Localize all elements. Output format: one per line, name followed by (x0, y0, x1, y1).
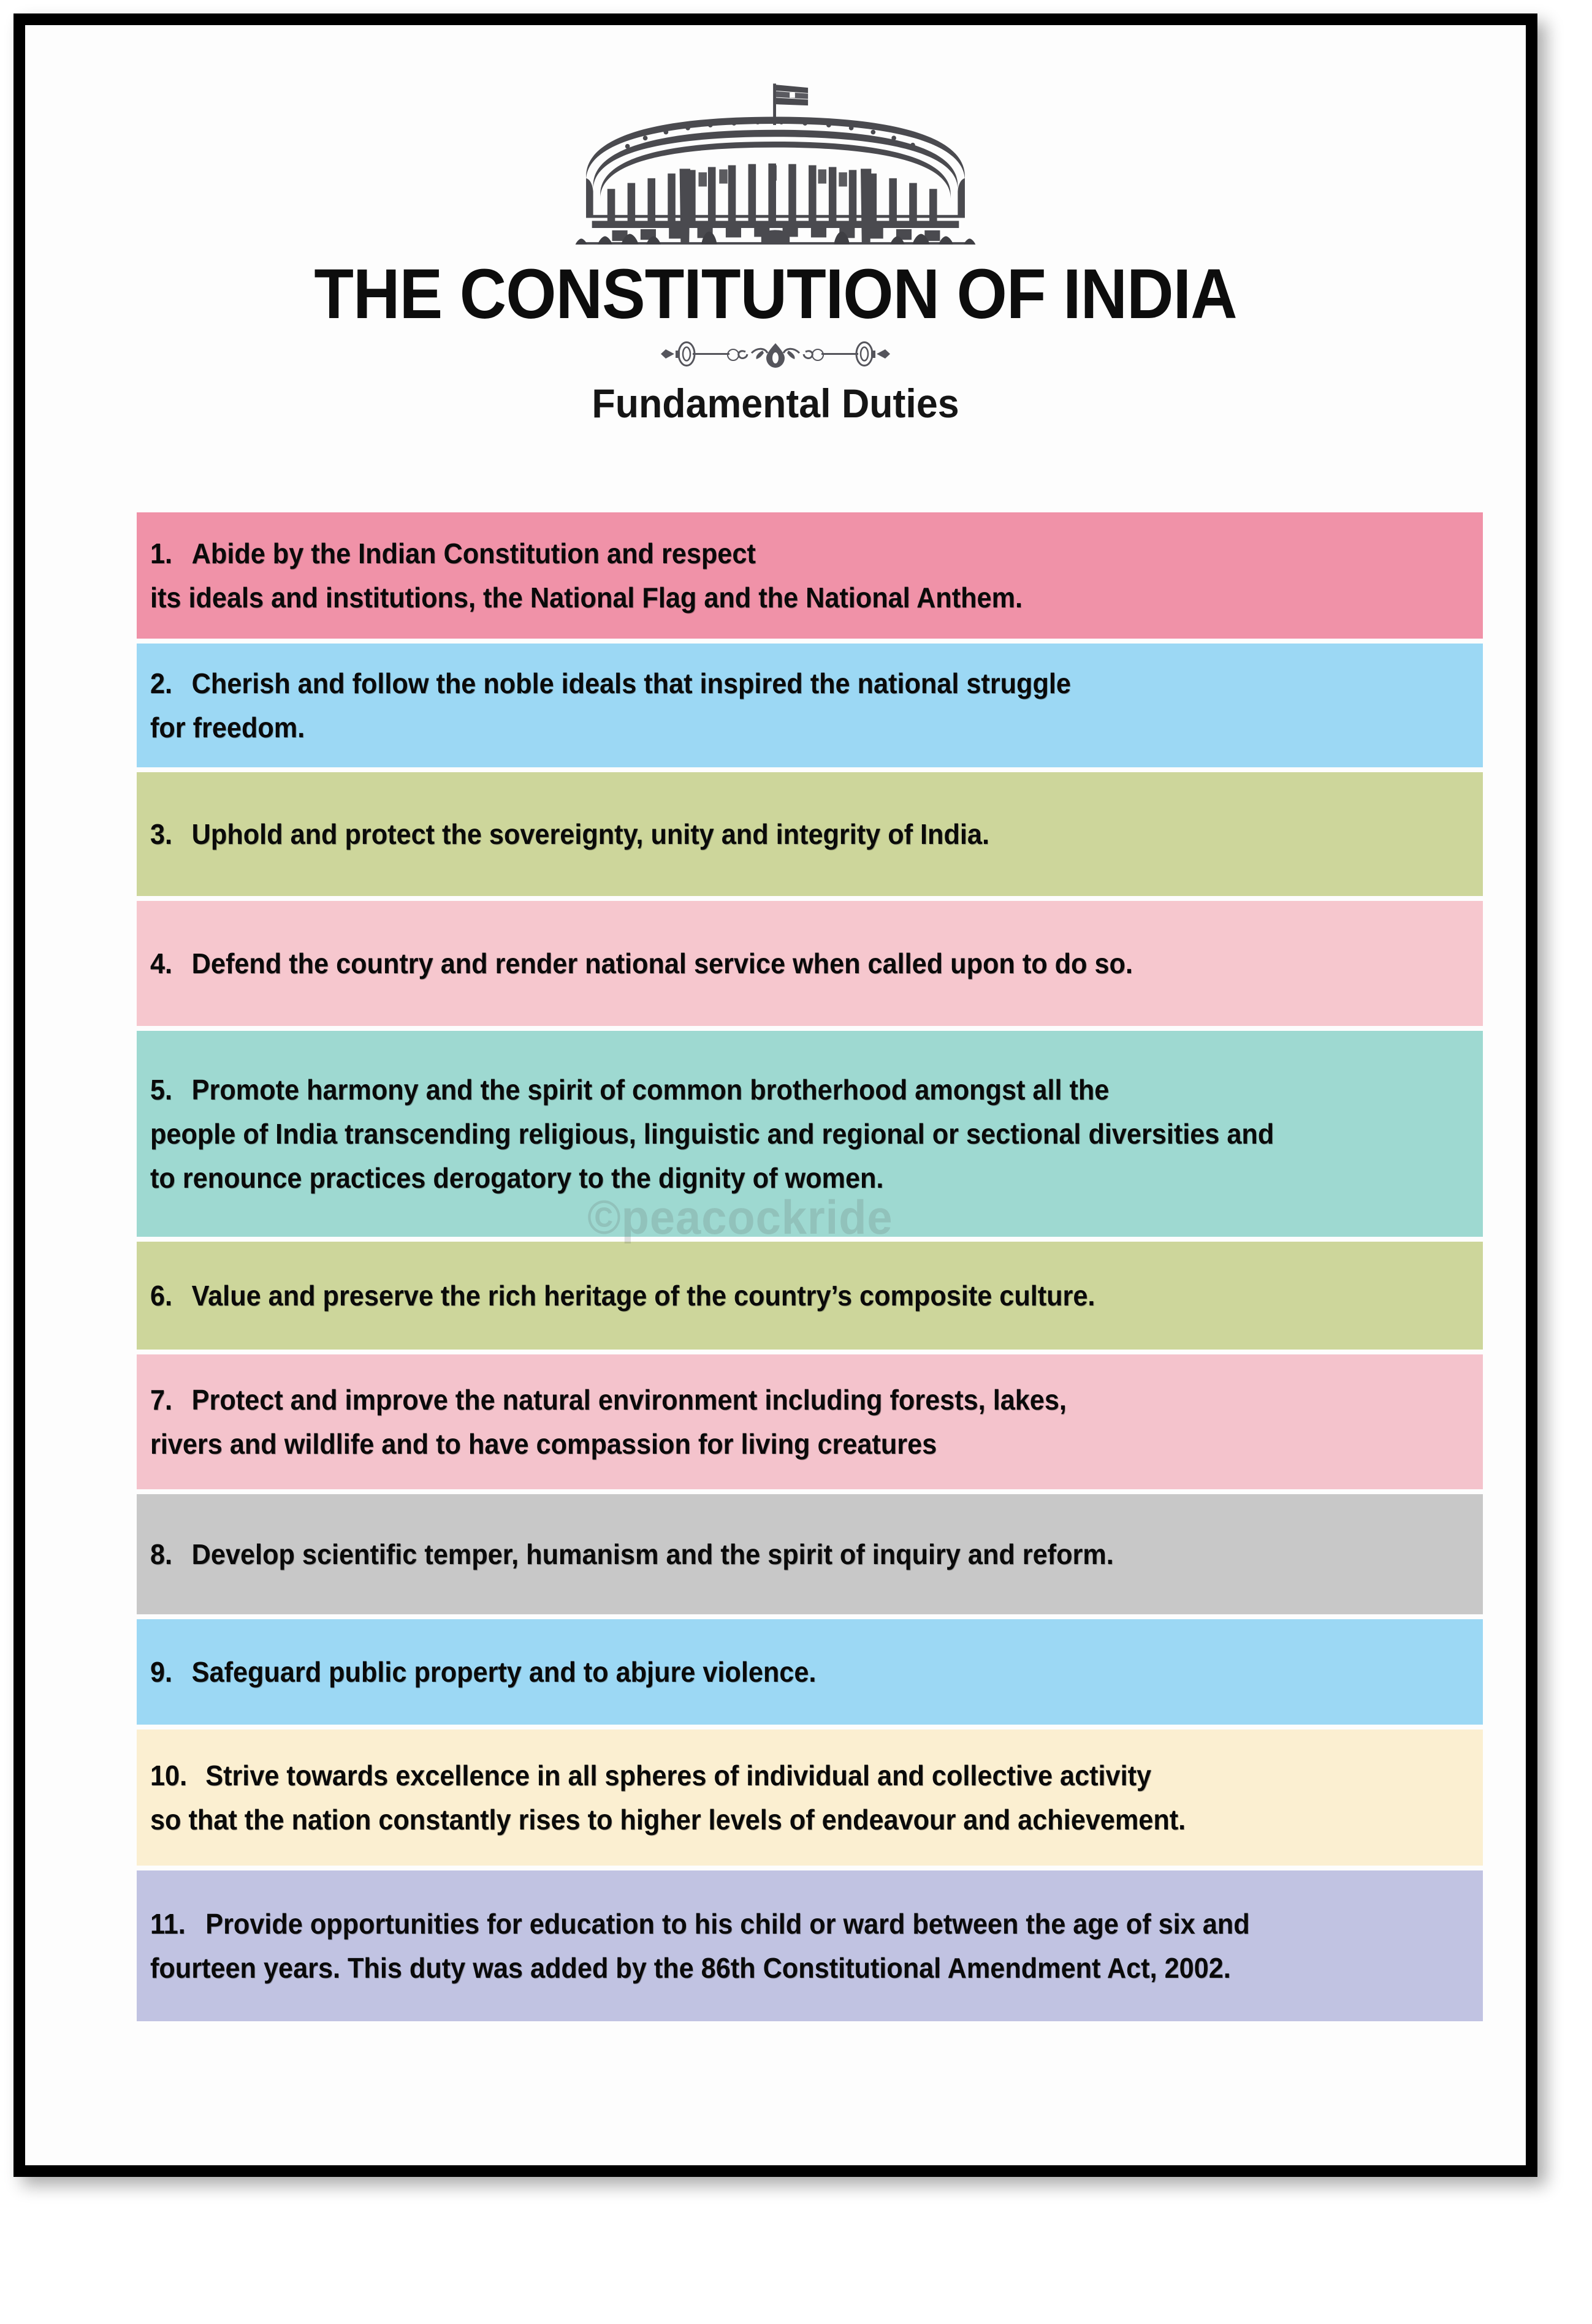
duty-text: Protect and improve the natural environment including forests, lakes, (191, 1384, 1067, 1416)
duty-text: Value and preserve the rich heritage of the country’s composite culture. (191, 1280, 1095, 1312)
duty-continuation-line: to renounce practices derogatory to the dignity of women. (150, 1162, 884, 1194)
duty-text: Promote harmony and the spirit of common brotherhood amongst all the (191, 1074, 1110, 1106)
page-title: THE CONSTITUTION OF INDIA (314, 255, 1237, 333)
poster-page (25, 25, 1526, 2165)
duty-number: 9. (150, 1656, 173, 1688)
duty-text: Strive towards excellence in all spheres of individual and collective activity (205, 1760, 1152, 1791)
duty-text: Uphold and protect the sovereignty, unity and integrity of India. (191, 818, 989, 850)
duty-number: 8. (150, 1538, 173, 1570)
duty-continuation-line: fourteen years. This duty was added by the 86th Constitutional Amendment Act, 2002. (150, 1952, 1231, 1984)
duty-text: Safeguard public property and to abjure violence. (191, 1656, 817, 1688)
duty-first-line (150, 531, 1389, 575)
fundamental-duties-list (137, 512, 1483, 2026)
duty-continuation-line: rivers and wildlife and to have compassion for living creatures (150, 1428, 937, 1460)
duty-continuation-line: so that the nation constantly rises to higher levels of endeavour and achievement. (150, 1804, 1186, 1836)
duty-first-line (150, 1753, 1389, 1798)
duty-number: 6. (150, 1280, 173, 1312)
duty-block (137, 644, 1483, 767)
duty-number: 5. (150, 1074, 173, 1106)
poster-header (25, 25, 1526, 427)
duty-block (137, 772, 1483, 896)
duty-block (137, 1619, 1483, 1725)
duty-first-line (150, 1902, 1389, 1946)
duty-text: Cherish and follow the noble ideals that inspired the national struggle (191, 667, 1071, 699)
poster-frame (13, 13, 1537, 2177)
duty-block (137, 1354, 1483, 1489)
duty-first-line (150, 1378, 1389, 1422)
duty-first-line (150, 1274, 1389, 1318)
duty-block (137, 512, 1483, 639)
duty-block (137, 1494, 1483, 1614)
duty-continuation-line: for freedom. (150, 712, 305, 743)
duty-first-line (150, 1532, 1389, 1576)
parliament-building-emblem (549, 73, 1002, 245)
duty-continuation-line: its ideals and institutions, the National Flag and the National Anthem. (150, 582, 1023, 613)
duty-number: 4. (150, 947, 173, 979)
duty-number: 3. (150, 818, 173, 850)
page-subtitle: Fundamental Duties (592, 381, 959, 426)
duty-text: Defend the country and render national service when called upon to do so. (191, 947, 1133, 979)
duty-continuation-line: people of India transcending religious, linguistic and regional or sectional diversities and (150, 1118, 1274, 1150)
duty-text: Develop scientific temper, humanism and the spirit of inquiry and reform. (191, 1538, 1114, 1570)
duty-text: Provide opportunities for education to his child or ward between the age of six and (205, 1908, 1250, 1940)
duty-number: 11. (150, 1908, 186, 1940)
duty-first-line (150, 941, 1389, 985)
duty-block (137, 1730, 1483, 1866)
duty-first-line (150, 812, 1389, 856)
duty-number: 7. (150, 1384, 173, 1416)
duty-block (137, 1870, 1483, 2021)
duty-block (137, 901, 1483, 1026)
duty-number: 1. (150, 537, 173, 569)
duty-first-line (150, 1068, 1389, 1112)
duty-first-line (150, 661, 1389, 705)
duty-number: 2. (150, 667, 173, 699)
duty-block (137, 1242, 1483, 1350)
duty-text: Abide by the Indian Constitution and respect (191, 537, 756, 569)
ornamental-divider (631, 337, 920, 371)
duty-first-line (150, 1650, 1389, 1694)
duty-block (137, 1031, 1483, 1237)
duty-number: 10. (150, 1760, 188, 1791)
